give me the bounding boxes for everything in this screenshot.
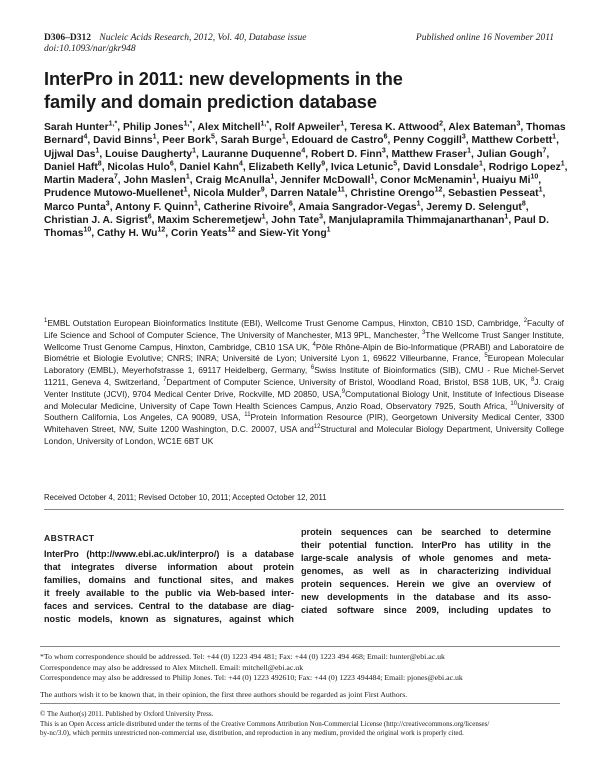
author bbox=[204, 202, 293, 213]
author-name: Thomas Bernard bbox=[44, 122, 566, 147]
author-name: Christian J. A. Sigrist bbox=[44, 215, 148, 227]
author bbox=[477, 149, 547, 160]
author bbox=[448, 122, 520, 133]
author-name: Conor McMenamin bbox=[380, 175, 473, 187]
author bbox=[162, 135, 215, 146]
author-affiliation-marker: 1 bbox=[479, 160, 483, 168]
copyright-line: This is an Open Access article distributed under the terms of the Creative Commons Attribution Non-Commercial License (http://creativecommons.org/licenses/ bbox=[40, 719, 490, 728]
author bbox=[123, 175, 189, 186]
author-name: Christine Orengo bbox=[350, 188, 435, 200]
affiliation-text: Swiss Institute of Bioinformatics (SIB), CMU - Rue Michel-Servet 11211, Geneva 4, Switzerland, bbox=[44, 365, 564, 387]
author bbox=[44, 202, 110, 213]
author-name: Jeremy D. Selengut bbox=[426, 201, 522, 213]
affiliation-text: Pôle Rhône-Alpin de Bio-Informatique (PRABI) and Laboratoire de Biométrie et Biologie Evolutive; CNRS; INRA; Université de Lyon; Université Lyon 1, 69622 Villeurbanne, France, bbox=[44, 341, 565, 364]
affiliation-number: 3 bbox=[421, 330, 426, 336]
author bbox=[202, 149, 305, 160]
abstract-column-left bbox=[44, 548, 294, 626]
joint-authors-note: The authors wish it to be known that, in their opinion, the first three authors should be regarded as joint First Authors. bbox=[40, 690, 408, 699]
author bbox=[271, 215, 323, 226]
author-affiliation-marker: 10 bbox=[83, 226, 92, 234]
affiliation-number: 1 bbox=[44, 318, 48, 325]
author-name: David Binns bbox=[93, 135, 153, 147]
author-affiliation-marker: 6 bbox=[169, 160, 174, 168]
author-affiliation-marker: 3 bbox=[516, 120, 521, 128]
author-name: Alex Bateman bbox=[448, 122, 517, 133]
abstract-line: protein sequences can be searched to determine bbox=[301, 527, 551, 537]
author-affiliation-marker: 1 bbox=[183, 187, 188, 195]
author-name: John Tate bbox=[271, 215, 320, 227]
author bbox=[280, 175, 374, 186]
author-affiliation-marker: 1 bbox=[261, 213, 266, 221]
page-range: D306–D312 bbox=[44, 33, 91, 43]
affiliation-number: 7 bbox=[163, 377, 167, 384]
author-affiliation-marker: 12 bbox=[434, 187, 443, 195]
author-name: Darren Natale bbox=[270, 188, 338, 200]
received-dates: Received October 4, 2011; Revised October 10, 2011; Accepted October 12, 2011 bbox=[44, 493, 327, 502]
author-name: Louise Daugherty bbox=[105, 148, 193, 160]
affiliation-number: 6 bbox=[310, 365, 315, 372]
abstract-line: large-scale analysis of whole genomes and meta- bbox=[301, 553, 551, 563]
author-affiliation-marker: 3 bbox=[105, 200, 110, 208]
author-name: Edouard de Castro bbox=[291, 135, 384, 147]
author-affiliation-marker: 1 bbox=[467, 147, 471, 155]
abstract-line: genomes, as well as in characterizing individual bbox=[301, 566, 551, 576]
author bbox=[351, 188, 443, 199]
affiliation-number: 8 bbox=[530, 377, 535, 384]
author-affiliation-marker: 1 bbox=[416, 200, 421, 208]
author bbox=[393, 135, 466, 146]
author bbox=[198, 122, 270, 133]
author-name: Matthew Fraser bbox=[391, 148, 468, 160]
affiliation-number: 10 bbox=[510, 400, 518, 407]
author-name: Manjulapramila Thimmajanarthanan bbox=[328, 215, 505, 227]
author-affiliation-marker: 2 bbox=[439, 120, 443, 128]
author bbox=[93, 135, 156, 146]
author-affiliation-marker: 6 bbox=[383, 133, 388, 141]
author bbox=[179, 162, 242, 173]
author-name: Elizabeth Kelly bbox=[248, 161, 322, 173]
author-name: Philip Jones bbox=[122, 122, 184, 133]
author-name: Sebastien Pesseat bbox=[448, 188, 539, 200]
divider bbox=[40, 703, 560, 704]
author bbox=[44, 188, 188, 199]
author-name: Maxim Scheremetjew bbox=[157, 215, 262, 227]
author-affiliation-marker: 8 bbox=[97, 160, 102, 168]
author bbox=[275, 122, 344, 133]
author bbox=[44, 149, 99, 160]
author bbox=[44, 175, 118, 186]
published-date: Published online 16 November 2011 bbox=[415, 33, 554, 43]
abstract-line: their potential function. InterPro has utility in the bbox=[301, 540, 551, 550]
author-name: Sarah Hunter bbox=[44, 122, 109, 133]
author-name: Nicola Mulder bbox=[193, 188, 261, 200]
author-name: Amaia Sangrador-Vegas bbox=[298, 201, 417, 213]
author bbox=[426, 202, 525, 213]
author bbox=[105, 149, 196, 160]
journal-citation: Nucleic Acids Research, 2012, Vol. 40, Database issue bbox=[99, 33, 307, 43]
divider bbox=[44, 509, 564, 510]
author-name: Lauranne Duquenne bbox=[201, 148, 302, 160]
author-affiliation-marker: 1 bbox=[560, 160, 565, 168]
divider bbox=[40, 646, 560, 647]
author-name: Corin Yeats bbox=[171, 228, 228, 240]
author-name: Siew-Yit Yong bbox=[259, 228, 327, 240]
author-affiliation-marker: 7 bbox=[542, 147, 547, 155]
author bbox=[298, 202, 420, 213]
author-name: Rodrigo Lopez bbox=[488, 161, 561, 173]
author-affiliation-marker: 3 bbox=[319, 213, 323, 221]
correspondence-notes bbox=[40, 652, 560, 684]
author-name: Catherine Rivoire bbox=[203, 201, 289, 213]
affiliation-text: Computational Biology Unit, Institute of Infectious Disease and Molecular Medicine, University of Cape Town Health Sciences Campus, Anzio Road, Observatory 7925, South Africa, bbox=[44, 388, 564, 411]
author-affiliation-marker: 5 bbox=[393, 160, 398, 168]
author bbox=[44, 122, 117, 133]
correspondence-line: Correspondence may also be addressed to Philip Jones. Tel: +44 (0) 1223 492610; Fax: +44 (0) 1223 494484; Email: pjones@ebi.ac.uk bbox=[40, 673, 463, 682]
author bbox=[482, 175, 538, 186]
author-affiliation-marker: 6 bbox=[147, 213, 152, 221]
author bbox=[171, 228, 235, 239]
author-name: Robert D. Finn bbox=[310, 148, 382, 160]
affiliation-text: Department of Computer Science, University of Bristol, Woodland Road, Bristol, BS8 1UB, UK, bbox=[166, 376, 531, 387]
author bbox=[489, 162, 565, 173]
author bbox=[123, 122, 192, 133]
author-affiliation-marker: 1 bbox=[192, 147, 197, 155]
author bbox=[193, 188, 264, 199]
author-affiliation-marker: 12 bbox=[227, 226, 236, 234]
author-affiliation-marker: 9 bbox=[260, 187, 265, 195]
author bbox=[331, 162, 397, 173]
affiliation-text: J. Craig Venter Institute (JCVI), 9704 Medical Center Drive, Rockville, MD 20850, USA, bbox=[44, 376, 565, 399]
author-affiliation-marker: 5 bbox=[210, 133, 215, 141]
affiliation-text: Faculty of Life Science and School of Computer Science, The University of Manchester, M13 9PL, Manchester, bbox=[44, 318, 564, 340]
correspondence-line: *To whom correspondence should be addressed. Tel: +44 (0) 1223 494 481; Fax: +44 (0) 1223 494 468; Email: hunter@ebi.ac.uk bbox=[40, 652, 445, 661]
author bbox=[311, 149, 386, 160]
author-affiliation-marker: 1 bbox=[552, 133, 557, 141]
author-affiliation-marker: 1,* bbox=[183, 120, 193, 128]
affiliation-number: 2 bbox=[523, 318, 528, 325]
correspondence-line: Correspondence may also be addressed to Alex Mitchell. Email: mitchell@ebi.ac.uk bbox=[40, 662, 304, 672]
author-affiliation-marker: 10 bbox=[530, 173, 539, 181]
author bbox=[291, 135, 387, 146]
author-name: Peer Bork bbox=[162, 135, 211, 147]
author bbox=[270, 188, 344, 199]
abstract-line: InterPro (http://www.ebi.ac.uk/interpro/) is a database bbox=[44, 549, 294, 559]
author-affiliation-marker: 1 bbox=[370, 173, 375, 181]
author bbox=[249, 162, 326, 173]
title-line: family and domain prediction database bbox=[44, 92, 377, 112]
abstract-line: nostic models, known as signatures, against which bbox=[44, 614, 294, 624]
author bbox=[380, 175, 476, 186]
affiliation-number: 4 bbox=[312, 341, 316, 348]
abstract-line: faces and services. Central to the database are diag- bbox=[44, 601, 294, 611]
author-affiliation-marker: 1 bbox=[152, 133, 157, 141]
abstract-line: families, domains and functional sites, and makes bbox=[44, 575, 294, 585]
abstract-heading: ABSTRACT bbox=[44, 533, 95, 543]
abstract-line: ciated software since 2009, including updates to bbox=[301, 605, 551, 615]
copyright-line: © The Author(s) 2011. Published by Oxford University Press. bbox=[40, 710, 214, 718]
author bbox=[221, 135, 286, 146]
author-name: Cathy H. Wu bbox=[97, 228, 158, 240]
author bbox=[350, 122, 443, 133]
author-affiliation-marker: 4 bbox=[83, 133, 88, 141]
author-affiliation-marker: 1 bbox=[193, 200, 198, 208]
author-name: Antony F. Quinn bbox=[115, 201, 194, 213]
author-name: Craig McAnulla bbox=[195, 175, 271, 187]
author-name: Marco Punta bbox=[44, 201, 106, 213]
author-affiliation-marker: 1 bbox=[95, 147, 100, 155]
author-name: Penny Coggill bbox=[393, 135, 462, 147]
author-name: Sarah Burge bbox=[220, 135, 282, 147]
abstract-line: protein sequences. Herein we give an overview of bbox=[301, 579, 551, 589]
author-name: Ujjwal Das bbox=[44, 148, 96, 160]
affiliation-number: 5 bbox=[484, 353, 488, 360]
affiliation-text: University of Southern California, Los Angeles, CA 90089, USA, bbox=[44, 400, 564, 423]
author-affiliation-marker: 1 bbox=[326, 226, 331, 234]
affiliation-text: Protein Information Resource (PIR), Georgetown University Medical Center, 3300 Whitehaven Street, NW, Suite 1200 Washington, D.C. 20007, USA and bbox=[44, 412, 564, 435]
author bbox=[448, 188, 542, 199]
author-affiliation-marker: 1 bbox=[340, 120, 345, 128]
author-name: Rolf Apweiler bbox=[274, 122, 341, 133]
article-title bbox=[44, 68, 564, 114]
doi: doi:10.1093/nar/gkr948 bbox=[44, 44, 136, 54]
author bbox=[329, 215, 509, 226]
author bbox=[392, 149, 471, 160]
abstract-line: it freely available to the public via Web-based inter- bbox=[44, 588, 294, 598]
author-affiliation-marker: 4 bbox=[301, 147, 306, 155]
author-name: Jennifer McDowall bbox=[280, 175, 371, 187]
copyright-line: by-nc/3.0), which permits unrestricted non-commercial use, distribution, and reproduction in any medium, provided the original work is properly cited. bbox=[40, 729, 464, 737]
author-affiliation-marker: 3 bbox=[381, 147, 386, 155]
title-line: InterPro in 2011: new developments in the bbox=[44, 69, 403, 89]
author bbox=[115, 202, 198, 213]
affiliation-number: 11 bbox=[244, 412, 251, 419]
author-name: Daniel Haft bbox=[44, 161, 98, 173]
affiliation-number: 9 bbox=[341, 388, 346, 395]
author-affiliation-marker: 1 bbox=[281, 133, 286, 141]
author-affiliation-marker: 11 bbox=[337, 187, 345, 195]
author-name: Prudence Mutowo-Muellenet bbox=[44, 188, 184, 200]
author-name: John Maslen bbox=[123, 175, 186, 187]
author bbox=[195, 175, 274, 186]
author bbox=[157, 215, 265, 226]
author-name: Matthew Corbett bbox=[471, 135, 553, 147]
author bbox=[44, 162, 102, 173]
affiliation-number: 12 bbox=[313, 424, 321, 431]
affiliation-text: EMBL Outstation European Bioinformatics Institute (EBI), Wellcome Trust Genome Campus, Hinxton, CB10 1SD, Cambridge, bbox=[47, 318, 524, 328]
author bbox=[259, 228, 330, 239]
author-name: Teresa K. Attwood bbox=[349, 122, 440, 133]
author-name: Martin Madera bbox=[44, 175, 114, 187]
author bbox=[107, 162, 173, 173]
author-affiliation-marker: 12 bbox=[157, 226, 166, 234]
affiliation-text: European Molecular Laboratory (EMBL), Meyerhofstrasse 1, 69117 Heidelberg, Germany, bbox=[44, 353, 564, 376]
author-list: Sarah Hunter$^{1,*}$, Philip Jones$^{1,*}$, Alex Mitchell$^{1,*}$, Rolf Apweiler$^1$, Teresa K. Attwood$^2$, Alex Bateman$^3$, Thomas Bernard$^4$, David Binns$^1$, Peer Bork$^5$, Sarah Burge$^1$, Edouard de Castro$^6$, Penny Coggill$^3$, Matthew Corbett$^1$, Ujjwal Das$^1$, Louise Daugherty$^1$, Lauranne Duquenne$^4$, Robert D. Finn$^3$, Matthew Fraser$^1$, Julian Gough$^7$, Daniel Haft$^8$, Nicolas Hulo$^6$, Daniel Kahn$^4$, Elizabeth Kelly$^9$, Ivica Letunic$^5$, David Lonsdale$^1$, Rodrigo Lopez$^1$, Martin Madera$^7$, John Maslen$^1$, Craig McAnulla$^1$, Jennifer McDowall$^1$, Conor McMenamin$^1$, Huaiyu Mi$^{10}$, Prudence Mutowo-Muellenet$^1$, Nicola Mulder$^9$, Darren Natale$^{11}$, Christine Orengo$^{12}$, Sebastien Pesseat$^1$, Marco Punta$^3$, Antony F. Quinn$^1$, Catherine Rivoire$^6$, Amaia Sangrador-Vegas$^1$, Jeremy D. Selengut$^8$, Christian J. A. Sigrist$^6$, Maxim Scheremetjew$^1$, John Tate$^3$, Manjulapramila Thimmajanarthanan$^1$, Paul D. Thomas$^{10}$, Cathy H. Wu$^{12}$, Corin Yeats$^{12}$ and Siew-Yit Yong$^1$ bbox=[44, 120, 568, 240]
author-affiliation-marker: 1 bbox=[185, 173, 190, 181]
abstract-line: new developments in the database and its asso- bbox=[301, 592, 551, 602]
author-affiliation-marker: 6 bbox=[288, 200, 293, 208]
author-name: Paul D. Thomas bbox=[44, 215, 549, 240]
affiliation-text: Structural and Molecular Biology Department, University College London, University of London, WC1E 6BT UK bbox=[44, 424, 564, 446]
author-affiliation-marker: 9 bbox=[321, 160, 326, 168]
author-affiliation-marker: 4 bbox=[238, 160, 243, 168]
author-affiliation-marker: 1 bbox=[504, 213, 509, 221]
author-affiliation-marker: 1,* bbox=[260, 120, 270, 128]
author-affiliation-marker: 7 bbox=[113, 173, 118, 181]
copyright-notice bbox=[40, 710, 560, 739]
author-name: Ivica Letunic bbox=[330, 161, 394, 173]
author-name: Huaiyu Mi bbox=[481, 175, 531, 187]
author-affiliation-marker: 1,* bbox=[108, 120, 118, 128]
author-name: Alex Mitchell bbox=[197, 122, 261, 133]
author-affiliation-marker: 1 bbox=[538, 187, 543, 195]
abstract-line: that integrates diverse information about protein bbox=[44, 562, 294, 572]
author bbox=[472, 135, 557, 146]
author bbox=[44, 215, 152, 226]
abstract-column-right bbox=[301, 526, 551, 617]
author bbox=[403, 162, 483, 173]
author-name: Julian Gough bbox=[476, 148, 543, 160]
affiliations bbox=[44, 318, 564, 448]
author-name: David Lonsdale bbox=[402, 161, 480, 173]
author-affiliation-marker: 1 bbox=[472, 173, 477, 181]
author-name: Nicolas Hulo bbox=[107, 161, 170, 173]
author-name: Daniel Kahn bbox=[179, 161, 239, 173]
author-affiliation-marker: 3 bbox=[461, 133, 466, 141]
author-affiliation-marker: 8 bbox=[521, 200, 526, 208]
affiliation-text: The Wellcome Trust Sanger Institute, Wellcome Trust Genome Campus, Hinxton, Cambridge, CB10 1SA UK, bbox=[44, 329, 564, 352]
author bbox=[97, 228, 165, 239]
author-affiliation-marker: 1 bbox=[270, 173, 275, 181]
